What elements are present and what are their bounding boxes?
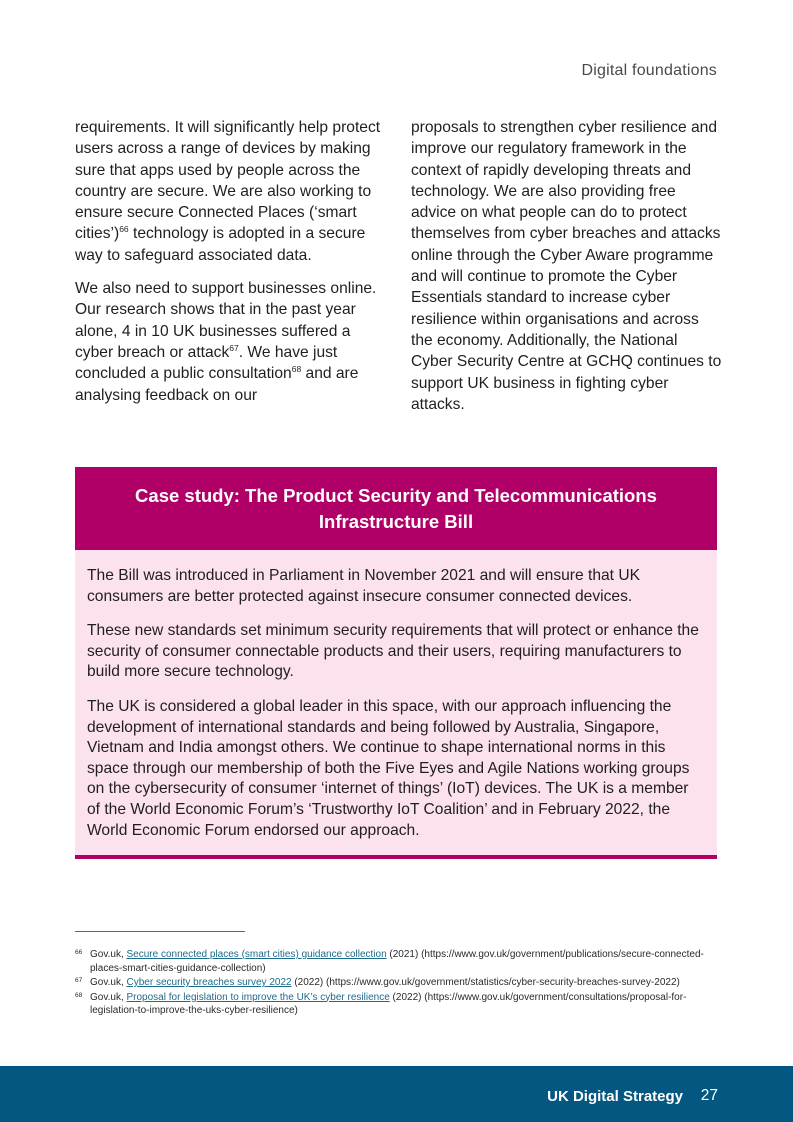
- case-study-box: [75, 467, 717, 859]
- footnote-divider: [75, 931, 245, 932]
- section-title: Digital foundations: [581, 62, 717, 79]
- footer-title: UK Digital Strategy: [547, 1088, 683, 1105]
- footnote-number: 67: [75, 977, 83, 984]
- footnote-ref[interactable]: 68: [291, 364, 302, 375]
- page-footer: [0, 1066, 793, 1122]
- case-study-paragraph: These new standards set minimum security requirements that will protect or enhance the security of consumer connectable products and their users, requiring manufacturers to build more secure technology.: [87, 622, 699, 681]
- footnote-number: 68: [75, 991, 83, 999]
- footnote: 67 Gov.uk, Cyber security breaches survey 2022 (2022) (https://www.gov.uk/government/statistics/cyber-security-breaches-survey-2022): [75, 976, 715, 990]
- page-number: 27: [700, 1087, 718, 1104]
- body-paragraph: We also need to support businesses online. Our research shows that in the past year alone, 4 in 10 UK businesses suffered a cyber breach or attack$^{67}$. We have just concluded a public consultation$^{68}$ and are analysing feedback on our: [75, 280, 377, 404]
- case-study-title: Case study: The Product Security and Telecommunications Infrastructure Bill: [75, 467, 717, 550]
- footnote-ref[interactable]: 66: [119, 224, 129, 235]
- footnote-ref[interactable]: 67: [229, 342, 239, 353]
- footnote-link[interactable]: Cyber security breaches survey 2022: [126, 977, 292, 988]
- case-study-paragraph: The Bill was introduced in Parliament in November 2021 and will ensure that UK consumers are better protected against insecure consumer connected devices.: [87, 567, 640, 605]
- footnote-link[interactable]: Proposal for legislation to improve the UK’s cyber resilience: [126, 991, 390, 1003]
- footnote: 66 Gov.uk, Secure connected places (smart cities) guidance collection (2021) (https://www.gov.uk/government/publications/secure-connected-places-smart-cities-guidance-collection): [75, 948, 715, 975]
- left-column: [75, 117, 385, 418]
- footnote: 68 Gov.uk, Proposal for legislation to improve the UK’s cyber resilience (2022) (https://www.gov.uk/government/consultations/proposal-for-legislation-to-improve-the-uks-cyber-resilience): [75, 991, 715, 1018]
- case-study-paragraph: The UK is considered a global leader in this space, with our approach influencing the development of international standards and being followed by Australia, Singapore, Vietnam and India amongst others. We continue to shape international norms in this space through our membership of both the Five Eyes and Agile Nations working groups on the cybersecurity of consumer ‘internet of things’ (IoT) devices. The UK is a member of the World Economic Forum’s ‘Trustworthy IoT Coalition’ and in February 2022, the World Economic Forum endorsed our approach.: [87, 697, 690, 839]
- footnotes: [75, 948, 715, 1019]
- footnote-number: 66: [75, 949, 83, 956]
- body-paragraph: requirements. It will significantly help protect users across a range of devices by making sure that apps used by people across the country are secure. We are also working to ensure secure Connected Places (‘smart cities’)$^{66}$ technology is adopted in a secure way to safeguard associated data.: [75, 119, 381, 264]
- case-study-body: [75, 550, 717, 859]
- body-paragraph: proposals to strengthen cyber resilience and improve our regulatory framework in the context of rapidly developing threats and technology. We are also providing free advice on what people can do to protect themselves from cyber breaches and attacks online through the Cyber Aware programme and will continue to promote the Cyber Essentials standard to increase cyber resilience within organisations and across the economy. Additionally, the National Cyber Security Centre at GCHQ continues to support UK business in fighting cyber attacks.: [411, 119, 722, 413]
- right-column: [411, 117, 723, 427]
- footnote-link[interactable]: Secure connected places (smart cities) guidance collection: [126, 949, 387, 960]
